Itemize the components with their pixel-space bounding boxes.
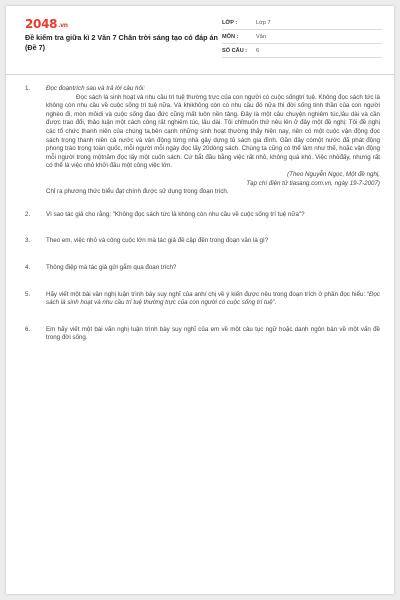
question-number: 1.: [25, 85, 31, 92]
meta-key: LỚP :: [222, 19, 238, 26]
meta-key: SỐ CÂU :: [222, 47, 248, 54]
meta-row-subject: [222, 30, 382, 44]
question-task: Chỉ ra phương thức biểu đạt chính được sử dụng trong đoạn trích.: [46, 188, 229, 196]
excerpt-source-line: Tạp chí điện tử tiasang.com.vn, ngày 19-7-2007): [246, 179, 380, 187]
header-divider: [6, 74, 394, 75]
question-number: 3.: [25, 237, 31, 245]
meta-value: Lớp 7: [256, 19, 271, 26]
document-page: [6, 6, 394, 594]
question-text: Vì sao tác giả cho rằng: "Không đọc sách tức là không còn nhu cầu về cuộc sống trí tuệ nữa"?: [46, 210, 305, 218]
question-1: [25, 85, 380, 197]
logo-text: 2048: [25, 17, 58, 31]
question-6: [25, 326, 380, 343]
question-text: Theo em, việc nhỏ và công cuộc lớn mà tác giả đề cập đến trong đoạn văn là gì?: [46, 237, 269, 245]
document-header: [6, 6, 394, 68]
meta-row-class: [222, 16, 382, 30]
excerpt-paragraph: Đọc sách là sinh hoạt và nhu cầu trí tuệ thường trực của con người có cuộc sốngtrí tuệ. Không đọc sách tức là không còn nhu cầu về cuộc sống trí tuệ nữa. Và khikhông còn có nhu cầu đó nữa thì đời sống tinh thần của con người nghèo đi, mòn mỏidi và cuộc sống đạo đức cũng mất luôn nền tảng. Đây là một câu chuyện nghiêm túc,lâu dài và cần được trao đổi, thảo luận một cách công rất nghiêm túc, lâu dài. Tôi chỉmuốn thử nêu lên ở đây một đề nghị: Tôi đề nghị các tổ chức thanh niên của chúng ta,bên cạnh những sinh hoạt thường thấy hiện nay, nên có một cuộc vận động đọc sách trong thanh niên cả nước và vận động từng nhà gây dựng tủ sách gia đình. Gần đây cómột nước đã phát động phong trào trong toàn quốc, mỗi người mỗi ngày đọc lấy 20dòng sách. Chúng ta cũng có thể làm như thế, hoặc vận động mỗi người trong mộtnăm đọc lấy một cuốn sách. Cứ bắt đầu bằng việc rất nhỏ, không quá khó. Việc nhỏđấy, nhưng rất có thể là việc nhỏ khởi đầu một công việc lớn.: [46, 93, 380, 170]
question-body: [46, 291, 380, 308]
meta-table: [222, 16, 382, 58]
question-5: [25, 291, 380, 308]
question-list: [25, 85, 380, 343]
question-text: Em hãy viết một bài văn nghị luận trình bày suy nghĩ của em về một câu tục ngữ hoặc danh ngôn bàn về một vấn đề trong đời sống.: [46, 325, 380, 342]
site-logo[interactable]: [25, 17, 68, 31]
question-3: [25, 237, 380, 246]
meta-value: Văn: [256, 33, 266, 40]
excerpt-source-line: (Theo Nguyễn Ngọc, Một đề nghị,: [287, 170, 380, 178]
question-lead: Đọc đoạntrích sau và trả lời câu hỏi:: [46, 85, 146, 92]
logo-suffix: .vn: [58, 22, 68, 29]
question-number: 2.: [25, 210, 31, 218]
meta-row-count: [222, 44, 382, 58]
document-title: Đề kiểm tra giữa kì 2 Văn 7 Chân trời sáng tạo có đáp án (Đề 7): [25, 33, 218, 52]
question-text: Hãy viết một bài văn nghị luận trình bày suy nghĩ của anh/ chị về ý kiến được nêu trong đoạn trích ở phần đọc hiểu:: [46, 290, 366, 298]
question-number: 6.: [25, 325, 31, 333]
question-4: [25, 264, 380, 273]
question-quote: “Đọc sách là sinh hoạt và nhu cầu trí tuệ thường trực của con người có cuộc sống trí tuệ”.: [46, 290, 380, 307]
question-2: [25, 211, 380, 220]
question-body: [46, 85, 380, 197]
meta-key: MÔN :: [222, 33, 239, 40]
question-text: Thông điệp mà tác giả gửi gắm qua đoạn trích?: [46, 263, 177, 271]
question-number: 5.: [25, 290, 31, 298]
question-number: 4.: [25, 263, 31, 271]
meta-value: 6: [256, 47, 260, 54]
